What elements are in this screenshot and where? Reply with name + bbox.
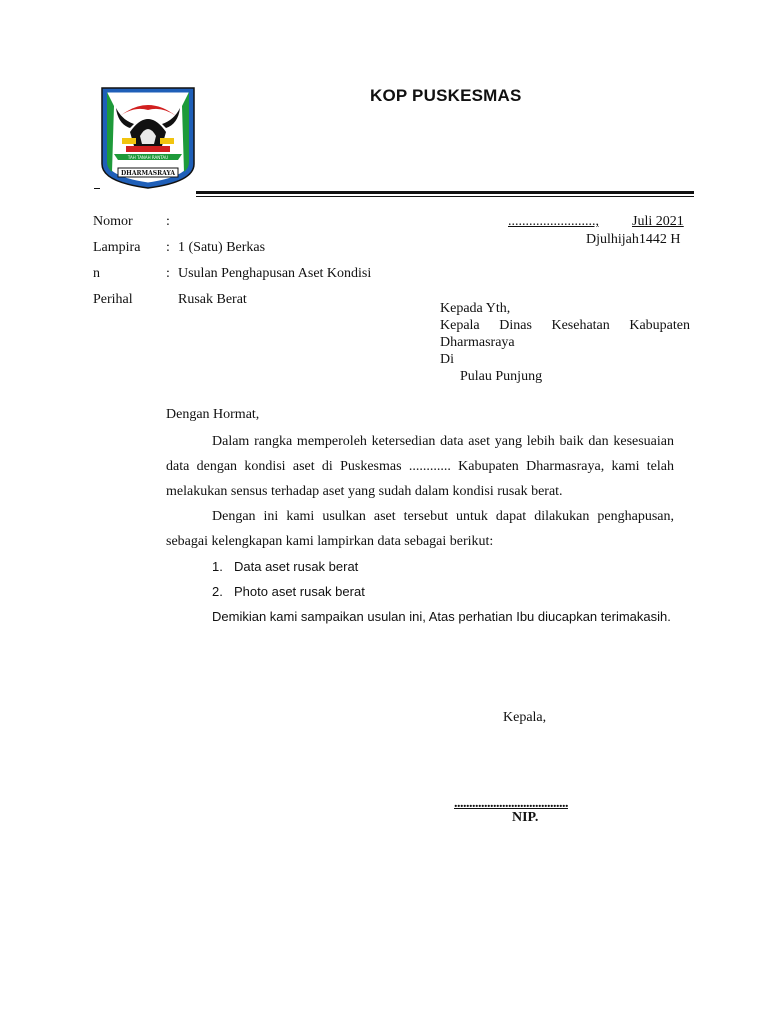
letterhead-title: KOP PUSKESMAS — [370, 86, 522, 105]
recipient-block — [440, 300, 690, 385]
body-paragraph-3: Demikian kami sampaikan usulan ini, Atas perhatian Ibu diucapkan terimakasih. — [212, 609, 671, 624]
recipient-line-5: Pulau Punjung — [460, 369, 543, 384]
body-paragraph-2: Dengan ini kami usulkan aset tersebut untuk dapat dilakukan penghapusan, sebagai kelengkapan kami lampirkan data sebagai berikut: — [166, 509, 674, 549]
recipient-line-2: Kepala Dinas Kesehatan Kabupaten — [440, 318, 690, 333]
lampiran-label-line1: Lampira — [93, 240, 141, 255]
lampiran-label-line2: n — [93, 266, 100, 281]
date-place-dots: ........................., — [508, 214, 599, 229]
list-item-text: Photo aset rusak berat — [234, 584, 365, 599]
signature-nip: NIP. — [512, 810, 539, 825]
greeting: Dengan Hormat, — [166, 407, 260, 422]
letter-body — [166, 404, 674, 629]
date-month-year: Juli 2021 — [632, 214, 684, 229]
logo-name-text: DHARMASRAYA — [120, 170, 176, 177]
lampiran-colon: : — [166, 240, 170, 255]
header-rule-thin — [196, 196, 694, 197]
header-rule-thick — [196, 191, 694, 194]
dharmasraya-emblem-logo — [100, 86, 196, 190]
date-hijri: Djulhijah1442 H — [586, 232, 681, 247]
recipient-line-4: Di — [440, 352, 454, 367]
header-rule-stub — [94, 188, 100, 189]
attachment-list — [166, 554, 674, 604]
nomor-label: Nomor — [93, 214, 133, 229]
list-item-number: 2. — [212, 584, 223, 599]
list-item-text: Data aset rusak berat — [234, 559, 359, 574]
perihal-colon: : — [166, 266, 170, 281]
recipient-line-1: Kepada Yth, — [440, 301, 511, 316]
nomor-colon: : — [166, 214, 170, 229]
list-item-number: 1. — [212, 559, 223, 574]
signature-name-placeholder: ...................................... — [454, 796, 568, 811]
logo-ribbon-text: TAH TANAH RANTAU — [127, 155, 169, 160]
list-item — [166, 554, 674, 579]
perihal-label: Perihal — [93, 292, 133, 307]
perihal-value-line1: Usulan Penghapusan Aset Kondisi — [178, 266, 372, 281]
recipient-line-3: Dharmasraya — [440, 335, 515, 350]
signature-title: Kepala, — [503, 710, 547, 725]
lampiran-value: 1 (Satu) Berkas — [178, 240, 266, 255]
perihal-value-line2: Rusak Berat — [178, 292, 247, 307]
body-paragraph-1: Dalam rangka memperoleh ketersedian data aset yang lebih baik dan kesesuaian data dengan kondisi aset di Puskesmas ............ Kabupaten Dharmasraya, kami telah melakukan sensus terhadap aset yang sudah dalam kondisi rusak berat. — [166, 434, 674, 499]
list-item — [166, 579, 674, 604]
